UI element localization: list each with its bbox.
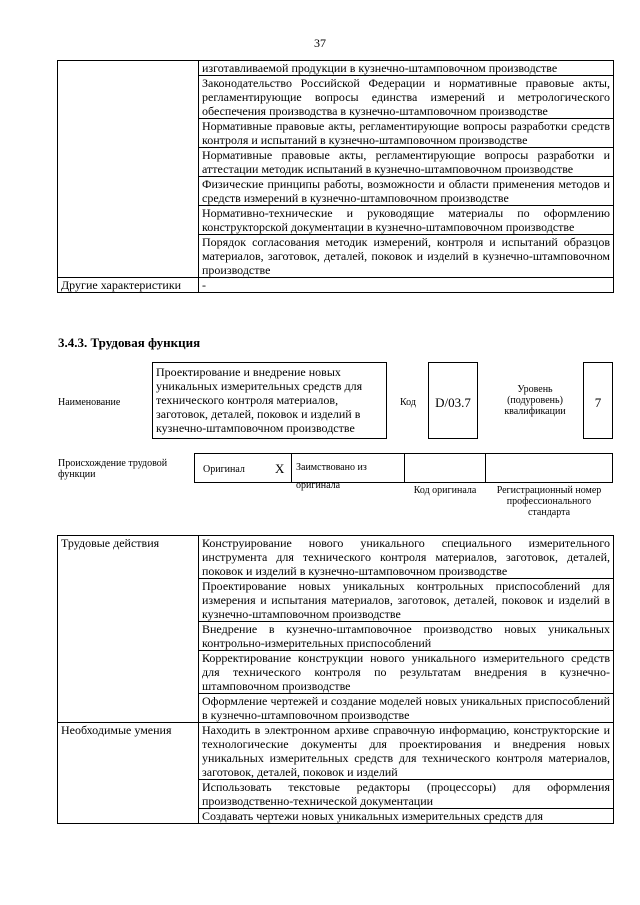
knowledge-item: Нормативные правовые акты, регламентирующие вопросы разработки и аттестации методик испытаний в кузнечно-штамповочном производстве [199,148,614,177]
other-characteristics-label: Другие характеристики [58,278,199,293]
function-name: Проектирование и внедрение новых уникальных измерительных средств для технического контроля материалов, заготовок, деталей, поковок и изделий в кузнечно-штамповочном производстве [152,362,387,439]
other-characteristics-value: - [199,278,614,293]
reg-number-caption: Регистрационный номер профессионального стандарта [496,485,602,518]
page-number: 37 [314,36,326,50]
knowledge-item: Нормативно-технические и руководящие материалы по оформлению конструкторской документации в кузнечно-штамповочном производстве [199,206,614,235]
name-label: Наименование [58,397,121,408]
code-original-cell [404,453,486,483]
required-skills-label: Необходимые умения [58,723,199,824]
level-label: Уровень (подуровень) квалификации [504,384,566,417]
original-mark: X [275,461,285,476]
labor-action-item: Проектирование новых уникальных контрольных приспособлений для измерения и испытания материалов, заготовок, деталей, поковок и изделий в кузнечно-штамповочном производстве [199,579,614,622]
labor-action-item: Оформление чертежей и создание моделей новых уникальных приспособлений в кузнечно-штамповочном производстве [199,694,614,723]
labor-action-item: Корректирование конструкции нового уникального измерительного средств для технического контроля по результатам внедрения в кузнечно-штамповочном производстве [199,651,614,694]
original-cell [194,453,292,483]
empty-label-cell [58,61,199,278]
borrowed-label: Заимствовано из оригинала [296,462,367,491]
reg-number-cell [485,453,613,483]
code-label: Код [400,397,416,408]
knowledge-item: Нормативные правовые акты, регламентирующие вопросы разработки средств контроля и испытаний в кузнечно-штамповочном производстве [199,119,614,148]
skill-item: Использовать текстовые редакторы (процессоры) для оформления производственно-технической документации [199,780,614,809]
borrowed-cell [291,453,405,491]
knowledge-table [57,60,614,293]
knowledge-item: Порядок согласования методик измерений, контроля и испытаний образцов материалов, заготовок, деталей, поковок и изделий в кузнечно-штамповочном производстве [199,235,614,278]
labor-actions-label: Трудовые действия [58,536,199,723]
original-label: Оригинал [203,464,245,475]
skill-item: Создавать чертежи новых уникальных измерительных средств для [199,809,614,824]
knowledge-item: изготавливаемой продукции в кузнечно-штамповочном производстве [199,61,614,76]
knowledge-item: Физические принципы работы, возможности и области применения методов и средств измерений в кузнечно-штамповочном производстве [199,177,614,206]
actions-skills-table [57,535,614,824]
knowledge-item: Законодательство Российской Федерации и нормативные правовые акты, регламентирующие вопросы единства измерений и метрологического обеспечения производства в кузнечно-штамповочном производстве [199,76,614,119]
section-title: 3.4.3. Трудовая функция [58,335,201,350]
skill-item: Находить в электронном архиве справочную информацию, конструкторские и технологические документы для проектирования и внедрения новых уникальных измерительных средств для технического контроля материалов, заготовок, деталей, поковок и изделий [199,723,614,780]
labor-action-item: Конструирование нового уникального специального измерительного инструмента для технического контроля материалов, заготовок, деталей, поковок и изделий в кузнечно-штамповочном производстве [199,536,614,579]
labor-action-item: Внедрение в кузнечно-штамповочное производство новых уникальных контрольно-измерительных приспособлений [199,622,614,651]
code-original-caption: Код оригинала [413,485,477,496]
function-code: D/03.7 [428,362,478,439]
qualification-level: 7 [583,362,613,439]
origin-label: Происхождение трудовой функции [58,458,168,480]
